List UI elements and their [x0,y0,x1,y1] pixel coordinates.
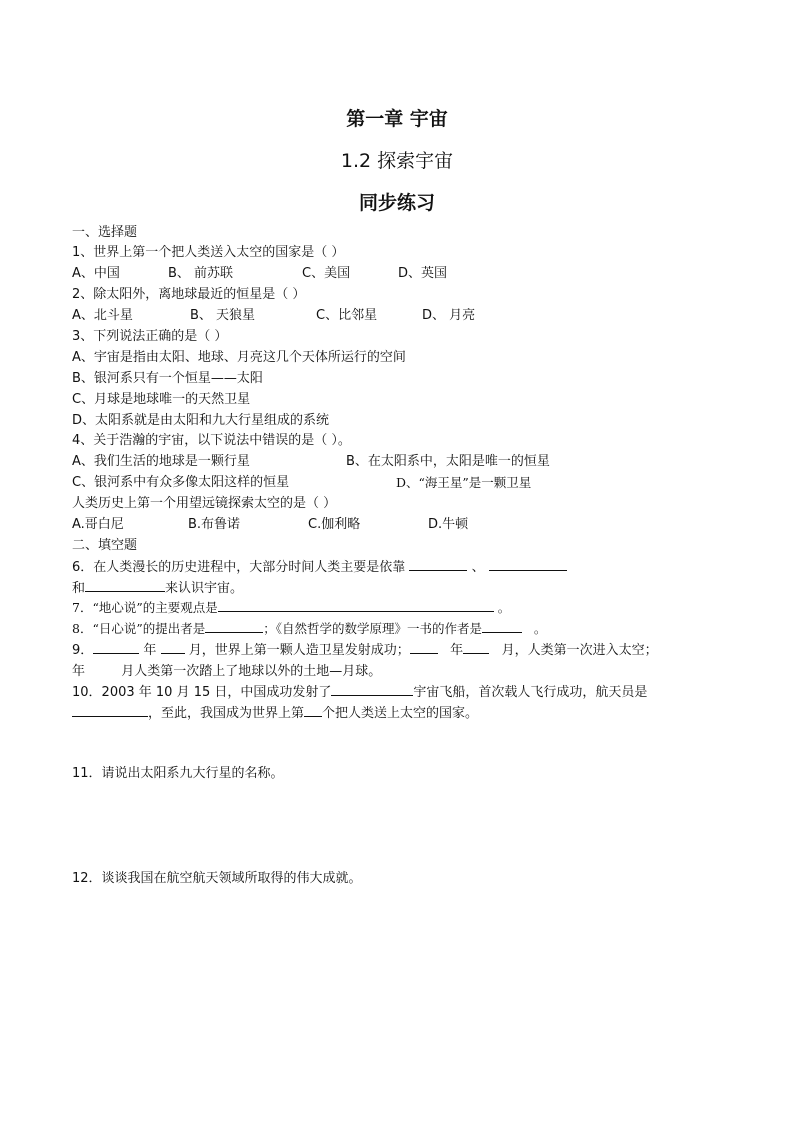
q1-stem: 1、世界上第一个把人类送入太空的国家是（ ） [72,245,345,260]
q10-text-2: 宇宙飞船，首次载人飞行成功，航天员是 [413,685,648,700]
q2-stem: 2、除太阳外，离地球最近的恒星是（ ） [72,287,306,302]
q9-text-5: 月，人类第一次进入太空； [501,643,658,658]
q8-text-1: 8．“日心说”的提出者是 [72,621,206,636]
q1-option-b: B、 前苏联 [168,266,234,281]
q8-blank-1[interactable] [205,620,263,633]
q5-stem: 人类历史上第一个用望远镜探索太空的是（ ） [72,496,337,511]
q12-question: 12．谈谈我国在航空航天领域所取得的伟大成就。 [72,871,362,886]
q4-option-d: D、“海王星”是一颗卫星 [396,475,532,490]
q5-option-b: B.布鲁诺 [188,517,241,532]
q9-blank-year1[interactable] [93,641,139,654]
q2-option-a: A、北斗星 [72,308,133,323]
q9-text-6: 年 [72,664,86,679]
q3-option-d: D、太阳系就是由太阳和九大行星组成的系统 [72,413,330,428]
q6-blank-3[interactable] [85,579,165,592]
q1-option-c: C、美国 [302,266,351,281]
section-heading-choice: 一、选择题 [72,225,138,240]
q1-option-d: D、英国 [398,266,448,281]
q6-text-3: 和 [72,581,86,596]
q5-option-a: A.哥白尼 [72,517,124,532]
q3-option-a: A、宇宙是指由太阳、地球、月亮这几个天体所运行的空间 [72,350,406,365]
q10-blank-2[interactable] [72,704,148,717]
q10-blank-1[interactable] [331,683,413,696]
q3-option-c: C、月球是地球唯一的天然卫星 [72,392,251,407]
q8-text-2: ；《自然哲学的数学原理》一书的作者是 [263,621,482,636]
q3-option-b: B、银河系只有一个恒星——太阳 [72,371,263,386]
q6-text-1: 6．在人类漫长的历史进程中，大部分时间人类主要是依靠 [72,560,406,575]
q9-line2 [72,662,381,681]
q2-option-c: C、比邻星 [316,308,378,323]
q6-blank-1[interactable] [409,558,467,571]
q7-blank[interactable] [218,599,494,612]
q7-text-1: 7．“地心说”的主要观点是 [72,600,218,615]
q8-text-3: 。 [533,621,547,636]
q9-blank-month2[interactable] [463,641,489,654]
q4-stem: 4、关于浩瀚的宇宙，以下说法中错误的是（ ）。 [72,433,351,448]
q10-line1 [72,683,647,702]
section-title: 1.2 探索宇宙 [340,150,454,172]
chapter-title: 第一章 宇宙 [346,108,448,130]
q4-options-row1 [72,453,592,471]
q9-text-1: 9． [72,643,94,658]
q2-option-b: B、 天狼星 [190,308,256,323]
q6-line1 [72,558,567,577]
q5-option-d: D.牛顿 [428,517,469,532]
q6-text-4: 来认识宇宙。 [165,581,244,596]
q8-blank-2[interactable] [482,620,522,633]
q9-text-7: 月人类第一次踏上了地球以外的土地—月球。 [121,664,382,679]
q11-question: 11．请说出太阳系九大行星的名称。 [72,766,284,781]
q10-text-3: ，至此，我国成为世界上第 [148,706,305,721]
q5-options [72,516,492,534]
q7-line [72,599,510,617]
q6-line2 [72,579,243,598]
q5-option-c: C.伽利略 [308,517,361,532]
q9-blank-year3[interactable] [89,662,117,675]
q10-text-1: 10．2003 年 10 月 15 日，中国成功发射了 [72,685,332,700]
q6-blank-2[interactable] [489,558,567,571]
q4-options-row2 [72,474,592,492]
q4-option-c: C、银河系中有众多像太阳这样的恒星 [72,475,290,490]
exercise-title: 同步练习 [358,192,435,214]
q10-text-4: 个把人类送上太空的国家。 [322,706,479,721]
q2-options [72,307,492,325]
q10-blank-3[interactable] [304,704,322,717]
q9-text-3: 月，世界上第一颗人造卫星发射成功； [188,643,410,658]
section-heading-fill: 二、填空题 [72,538,138,553]
q7-text-2: 。 [497,600,511,615]
q9-blank-month1[interactable] [161,641,185,654]
q4-option-a: A、我们生活的地球是一颗行星 [72,454,250,469]
q9-text-2: 年 [143,643,157,658]
q9-blank-year2[interactable] [410,641,438,654]
q10-line2 [72,704,478,723]
q4-option-b: B、在太阳系中，太阳是唯一的恒星 [346,454,550,469]
q9-line1 [72,641,658,660]
q1-options [72,265,472,283]
q9-text-4: 年 [450,643,464,658]
q8-line [72,620,546,638]
q1-option-a: A、中国 [72,266,120,281]
q6-text-2: 、 [471,560,485,575]
q3-stem: 3、下列说法正确的是（ ） [72,329,228,344]
q2-option-d: D、 月亮 [422,308,476,323]
